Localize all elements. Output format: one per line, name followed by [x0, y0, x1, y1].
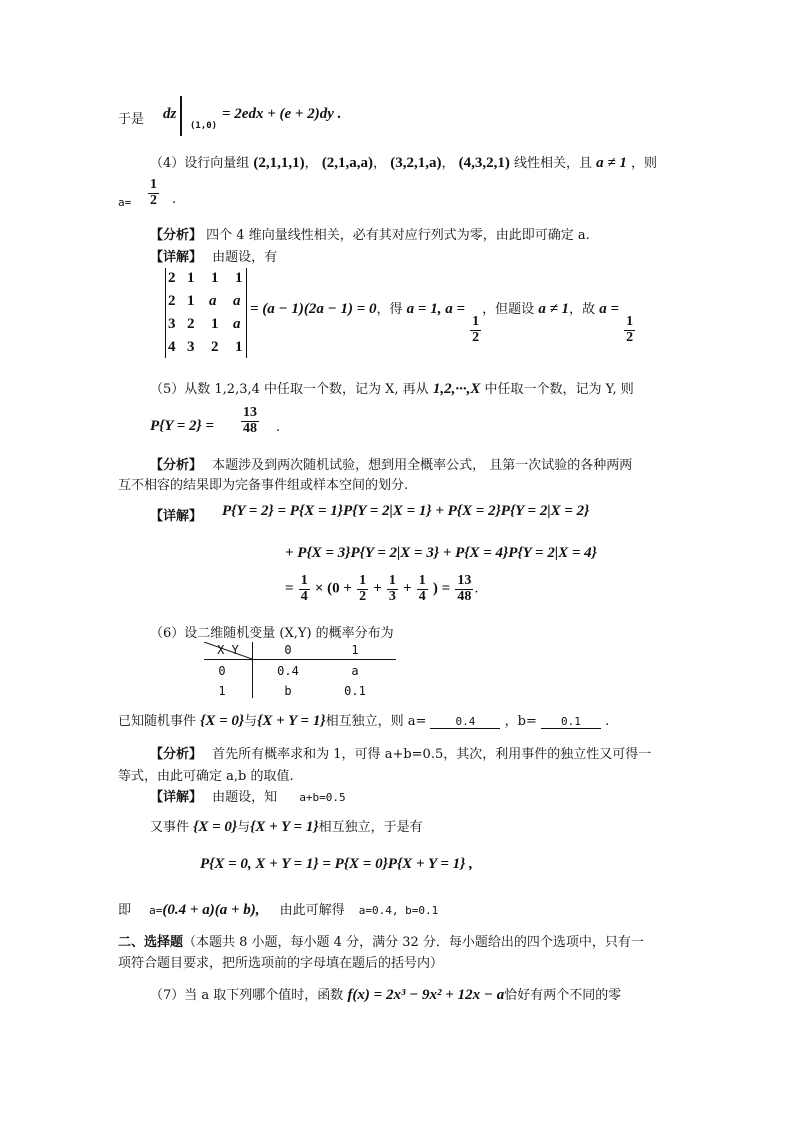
q4-det-sol: a = 1, a = [406, 301, 466, 317]
q4-half-num: 1 [472, 314, 480, 329]
q6-ji-prefix: a= [149, 904, 163, 917]
q4-answer-den: 2 [150, 192, 157, 208]
q4-text2: 线性相关，且 [513, 156, 592, 171]
q6-detail [150, 786, 346, 805]
dz-rhs: = 2edx + (e + 2)dy . [222, 106, 342, 122]
q5-period: . [276, 420, 281, 435]
q4-half-num-2: 1 [626, 314, 634, 329]
q4-vec1: (2,1,1,1) [253, 155, 305, 171]
q6-text4: 相互独立，则 a= [325, 714, 427, 729]
q4-det-final: a = [599, 301, 620, 317]
table-rule [204, 659, 396, 660]
q6-detail-2c: 相互独立，于是有 [318, 820, 423, 835]
det-cell: 1 [187, 270, 195, 286]
q5-p-expr: P{Y = 2} = [150, 418, 215, 434]
section2-desc1: （本题共 8 小题，每小题 4 分，满分 32 分．每小题给出的四个选项中，只有一 [183, 935, 644, 950]
q4-det-text1: ，得 [376, 302, 403, 317]
det-cell: 2 [168, 270, 176, 286]
q7-func: f(x) = 2x³ − 9x² + 12x − a [347, 987, 505, 1003]
det-cell: 1 [211, 316, 219, 332]
q6-ev1: {X = 0} [200, 713, 245, 729]
q5-f3-num: 1 [388, 573, 396, 588]
q4-half-den-2: 2 [626, 329, 634, 345]
q5-eq1: P{Y = 2} = P{X = 1}P{Y = 2|X = 1} + P{X = 2}P{Y = 2|X = 2} [222, 503, 590, 519]
q6-question [118, 710, 609, 730]
q6-text5: ，b= [504, 714, 537, 729]
q4-statement: （4）设行向量组 (2,1,1,1)， (2,1,a,a)， (3,2,1,a)， (4,3,2,1) 线性相关，且 a ≠ 1 ，则 [150, 155, 658, 171]
det-cell: 2 [168, 293, 176, 309]
q4-analysis-tag: 【分析】 [150, 228, 203, 243]
q6-statement [150, 622, 394, 641]
table-cell: a [351, 664, 359, 678]
q4-analysis [150, 224, 590, 243]
q4-text3: ，则 [631, 156, 658, 171]
q5-answer [240, 406, 260, 436]
q5-f4-den: 4 [418, 588, 426, 604]
q6-ji-eq: (0.4 + a)(a + b), [162, 902, 260, 918]
q6-analysis-1: 首先所有概率求和为 1，可得 a+b=0.5，其次，利用事件的独立性又可得一 [212, 747, 652, 762]
det-cell: 2 [211, 339, 219, 355]
q5-analysis-2: 互不相容的结果即为完备事件组或样本空间的划分. [118, 478, 409, 493]
section2-title: 二、选择题 [118, 935, 184, 950]
q5-text2: 中任取一个数，记为 Y, 则 [484, 382, 634, 397]
q6-ji: 即 [118, 903, 132, 918]
q6-ji-result: a=0.4, b=0.1 [358, 904, 439, 917]
q4-det-text3: ，故 [569, 302, 596, 317]
q4-answer [147, 178, 160, 208]
q4-detail-text: 由题设，有 [212, 250, 278, 265]
q4-det-text2: ，但题设 [482, 302, 535, 317]
q6-detail-2a: 又事件 [150, 820, 190, 835]
q5-plus2: + [403, 580, 412, 597]
table-cell: 0.4 [277, 664, 299, 678]
q7-text1: （7）当 a 取下列哪个值时，函数 [150, 988, 344, 1003]
eval-point: (1,0) [190, 121, 218, 131]
dz-prefix: 于是 [118, 112, 145, 127]
det-cell: 3 [187, 339, 195, 355]
q6-detail-1b: a+b=0.5 [299, 791, 346, 804]
det-cell: a [233, 293, 241, 309]
q5-analysis [150, 454, 632, 473]
table-cell: 0 [218, 664, 226, 678]
q6-analysis-tag: 【分析】 [150, 747, 203, 762]
q5-f2-den: 2 [359, 588, 367, 604]
q6-period: . [605, 714, 610, 729]
q4-text1: （4）设行向量组 [150, 156, 250, 171]
q5-res-num: 13 [457, 573, 472, 588]
q4-det-solution [250, 298, 636, 345]
det-cell: a [209, 293, 217, 309]
q7-statement [150, 984, 621, 1004]
q6-text2: 已知随机事件 [118, 714, 197, 729]
det-cell: a [233, 316, 241, 332]
section2-desc2: 项符合题目要求，把所选项前的字母填在题后的括号内） [118, 956, 444, 971]
q5-f4-num: 1 [418, 573, 426, 588]
q6-detail-2-ev2: {X + Y = 1} [250, 819, 319, 835]
q5-eq3 [285, 574, 478, 604]
q5-detail-tag [150, 505, 202, 524]
q4-cond: a ≠ 1 [596, 155, 627, 171]
det-cell: 4 [168, 339, 176, 355]
dz-expr: dz [163, 106, 177, 122]
q4-answer-num: 1 [150, 177, 157, 192]
q5-f3-den: 3 [388, 588, 396, 604]
det-cell: 2 [187, 316, 195, 332]
q4-vec3: (3,2,1,a) [390, 155, 442, 171]
q6-ji-line [118, 899, 438, 919]
q5-analysis-tag: 【分析】 [150, 458, 203, 473]
q6-answer-b: 0.1 [541, 715, 601, 729]
det-cell: 1 [235, 339, 243, 355]
table-cell: b [284, 684, 292, 698]
q5-quarter-num: 1 [300, 573, 308, 588]
eval-bar [180, 96, 182, 136]
q4-det-eq: = (a − 1)(2a − 1) = 0 [250, 301, 377, 317]
q5-times: × (0 + [314, 580, 352, 597]
q6-detail-1: 由题设，知 [212, 790, 278, 805]
q6-detail-2-ev1: {X = 0} [193, 819, 238, 835]
q5-text1: （5）从数 1,2,3,4 中任取一个数，记为 X, 再从 [150, 382, 429, 397]
table-header: 1 [351, 643, 359, 657]
q6-answer-a: 0.4 [430, 715, 500, 729]
q5-detail-tag-text: 【详解】 [150, 509, 203, 524]
table-cell: 0.1 [344, 684, 366, 698]
q5-res-den: 48 [457, 588, 472, 604]
q6-detail-2b: 与 [237, 820, 251, 835]
table-header-xy: X Y [217, 643, 239, 657]
q5-f2-num: 1 [359, 573, 367, 588]
q5-quarter-den: 4 [300, 588, 308, 604]
q5-answer-num: 13 [243, 405, 257, 420]
q5-eq2: + P{X = 3}P{Y = 2|X = 3} + P{X = 4}P{Y = 2|X = 4} [285, 545, 597, 561]
section2-heading [118, 931, 644, 950]
q6-detail-tag: 【详解】 [150, 790, 203, 805]
q6-detail-2 [150, 816, 423, 836]
q4-detail [150, 246, 277, 265]
q5-analysis-1: 本题涉及到两次随机试验，想到用全概率公式， 且第一次试验的各种两两 [212, 458, 633, 473]
q6-ji-text: 由此可解得 [279, 903, 345, 918]
det-cell: 3 [168, 316, 176, 332]
q4-analysis-text: 四个 4 维向量线性相关，必有其对应行列式为零，由此即可确定 a. [206, 228, 590, 243]
q6-text3: 与 [244, 714, 258, 729]
det-cell: 1 [187, 293, 195, 309]
q4-a-label: a= [118, 196, 132, 209]
q6-eq: P{X = 0, X + Y = 1} = P{X = 0}P{X + Y = 1} , [200, 856, 473, 872]
q6-analysis [150, 743, 651, 762]
q5-statement [150, 378, 634, 398]
q7-text2: 恰好有两个不同的零 [504, 988, 622, 1003]
q5-answer-den: 48 [243, 420, 257, 436]
q6-text1: （6）设二维随机变量 (X,Y) 的概率分布为 [150, 626, 394, 641]
q5-eq3-prefix: = [285, 580, 294, 597]
dz-line [118, 108, 144, 127]
q4-detail-tag: 【详解】 [150, 250, 203, 265]
q6-analysis-2: 等式，由此可确定 a,b 的取值. [118, 769, 294, 784]
q5-plus1: + [373, 580, 382, 597]
det-cell: 1 [235, 270, 243, 286]
table-cell: 1 [218, 684, 226, 698]
q6-ev2: {X + Y = 1} [257, 713, 326, 729]
q5-seq: 1,2,···,X [432, 381, 481, 397]
q5-close: ) = [432, 580, 451, 597]
q5-end: . [474, 581, 479, 597]
q4-period: . [172, 192, 177, 207]
q4-half-den: 2 [472, 329, 480, 345]
q4-vec4: (4,3,2,1) [458, 155, 510, 171]
table-header: 0 [284, 643, 292, 657]
det-cell: 1 [211, 270, 219, 286]
q4-det-cond: a ≠ 1 [538, 301, 570, 317]
q4-vec2: (2,1,a,a) [321, 155, 374, 171]
table-divider [252, 642, 253, 698]
